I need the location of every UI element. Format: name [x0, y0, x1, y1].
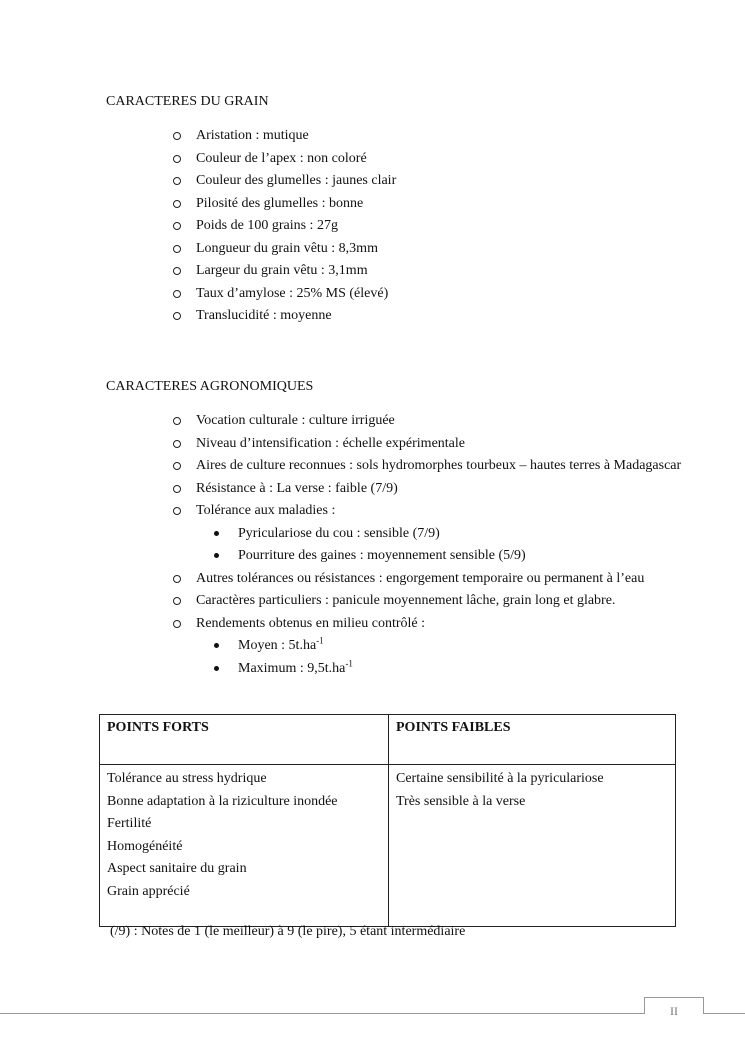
hollow-bullet-icon — [173, 155, 181, 163]
hollow-bullet-icon — [173, 597, 181, 605]
hollow-bullet-icon — [173, 290, 181, 298]
strength-item: Bonne adaptation à la riziculture inondée — [107, 793, 338, 809]
superscript-exponent: -1 — [316, 635, 324, 646]
weaknesses-cell — [389, 765, 676, 927]
disease-tolerance-sublist — [196, 523, 691, 568]
strength-item: Fertilité — [107, 816, 152, 831]
superscript-exponent: -1 — [345, 657, 353, 668]
list-item: Pourriture des gaines : moyennement sensible (5/9) — [196, 545, 691, 568]
hollow-bullet-icon — [173, 462, 181, 470]
grain-section-heading: CARACTERES DU GRAIN — [106, 94, 269, 109]
hollow-bullet-icon — [173, 200, 181, 208]
hollow-bullet-icon — [173, 177, 181, 185]
list-item: Translucidité : moyenne — [0, 305, 691, 328]
bullet-icon — [214, 553, 219, 558]
hollow-bullet-icon — [173, 440, 181, 448]
strengths-cell — [100, 765, 389, 927]
list-item: Caractères particuliers : panicule moyennement lâche, grain long et glabre. — [0, 590, 691, 613]
strength-item: Grain apprécié — [107, 883, 190, 899]
hollow-bullet-icon — [173, 222, 181, 230]
weakness-item: Certaine sensibilité à la pyriculariose — [396, 771, 604, 786]
hollow-bullet-icon — [173, 132, 181, 140]
yield-sublist — [196, 635, 691, 680]
list-item: Autres tolérances ou résistances : engorgement temporaire ou permanent à l’eau — [0, 568, 691, 591]
weaknesses-header: POINTS FAIBLES — [389, 715, 676, 765]
bullet-icon — [214, 666, 219, 671]
list-item: Moyen : $5t.ha^{-1}$ — [196, 635, 691, 658]
list-item: Maximum : $9,5t.ha^{-1}$ — [196, 658, 691, 681]
weakness-item: Très sensible à la verse — [396, 793, 526, 809]
list-item: Couleur de l’apex : non coloré — [0, 148, 691, 171]
bullet-icon — [214, 643, 219, 648]
list-item: Couleur des glumelles : jaunes clair — [0, 170, 691, 193]
list-item: Vocation culturale : culture irriguée — [0, 410, 691, 433]
list-item: Pilosité des glumelles : bonne — [0, 193, 691, 216]
hollow-bullet-icon — [173, 575, 181, 583]
strengths-header: POINTS FORTS — [100, 715, 389, 765]
rating-note: (/9) : Notes de 1 (le meilleur) à 9 (le pire), 5 étant intermédiaire — [110, 924, 466, 939]
hollow-bullet-icon — [173, 417, 181, 425]
table-row — [100, 765, 676, 927]
list-item: Largeur du grain vêtu : 3,1mm — [0, 260, 691, 283]
list-item: Pyriculariose du cou : sensible (7/9) — [196, 523, 691, 546]
strengths-weaknesses-table — [99, 714, 676, 927]
hollow-bullet-icon — [173, 620, 181, 628]
bullet-icon — [214, 531, 219, 536]
hollow-bullet-icon — [173, 485, 181, 493]
list-item: Aristation : mutique — [0, 125, 691, 148]
page-number: II — [670, 1004, 678, 1018]
list-item: Résistance à : La verse : faible (7/9) — [0, 478, 691, 501]
list-item: Tolérance aux maladies : Pyriculariose du cou : sensible (7/9) Pourriture des gaines : moyennement sensible (5/9) — [0, 500, 691, 568]
grain-characteristics-list — [0, 125, 691, 328]
hollow-bullet-icon — [173, 312, 181, 320]
strength-item: Aspect sanitaire du grain — [107, 861, 247, 876]
agronomic-section-heading: CARACTERES AGRONOMIQUES — [106, 379, 314, 394]
list-item: Poids de 100 grains : 27g — [0, 215, 691, 238]
list-item: Niveau d’intensification : échelle expérimentale — [0, 433, 691, 456]
list-item: Aires de culture reconnues : sols hydromorphes tourbeux – hautes terres à Madagascar — [0, 455, 691, 478]
table-header-row — [100, 715, 676, 765]
hollow-bullet-icon — [173, 245, 181, 253]
list-item: Longueur du grain vêtu : 8,3mm — [0, 238, 691, 261]
hollow-bullet-icon — [173, 507, 181, 515]
strength-item: Homogénéité — [107, 838, 183, 854]
hollow-bullet-icon — [173, 267, 181, 275]
footer-divider — [0, 1013, 745, 1014]
list-item: Rendements obtenus en milieu contrôlé : Moyen : $5t.ha^{-1}$ Maximum : $9,5t.ha^{-1}$ — [0, 613, 691, 681]
list-item: Taux d’amylose : 25% MS (élevé) — [0, 283, 691, 306]
strength-item: Tolérance au stress hydrique — [107, 771, 267, 786]
agronomic-characteristics-list — [0, 410, 691, 680]
